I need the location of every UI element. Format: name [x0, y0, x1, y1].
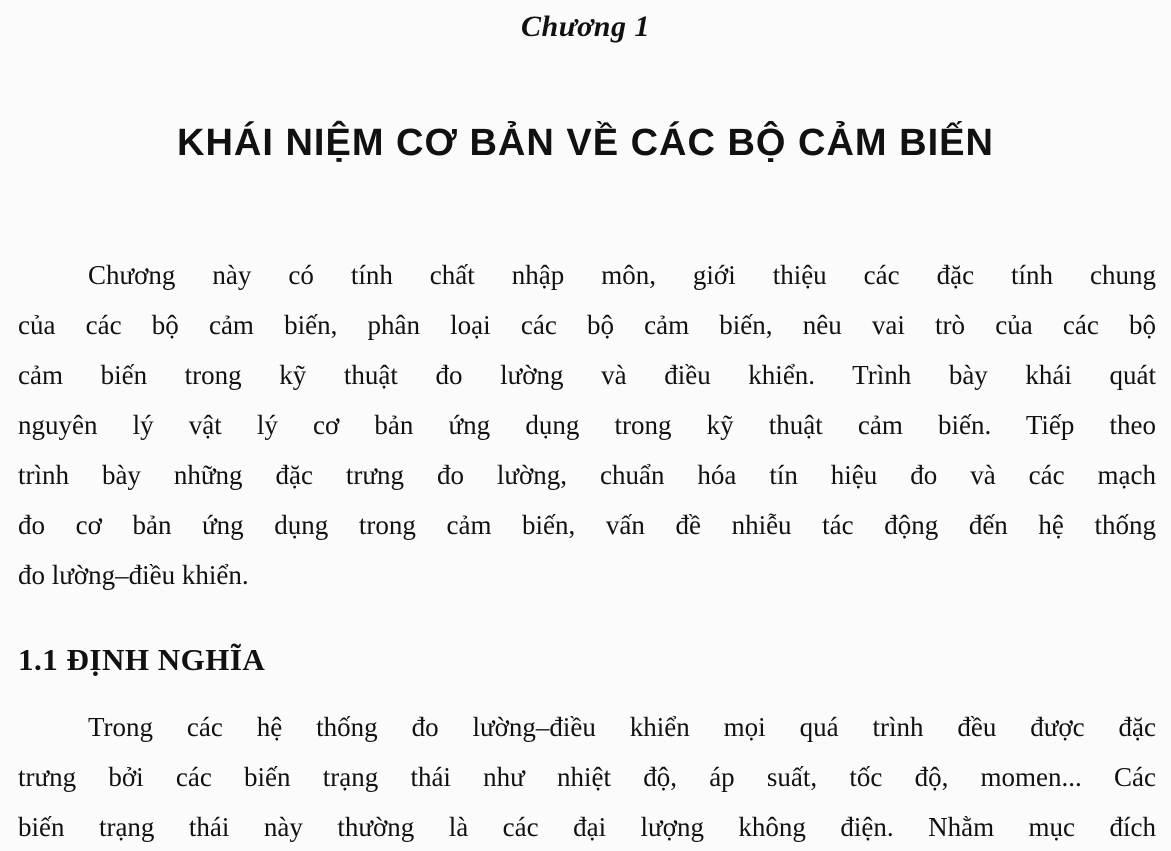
- intro-paragraph: [18, 250, 1156, 600]
- intro-line: đo cơ bản ứng dụng trong cảm biến, vấn đề nhiễu tác động đến hệ thống: [18, 510, 1156, 540]
- intro-line: cảm biến trong kỹ thuật đo lường và điều khiển. Trình bày khái quát: [18, 360, 1156, 390]
- definition-line: trưng bởi các biến trạng thái như nhiệt độ, áp suất, tốc độ, momen... Các: [18, 762, 1156, 792]
- intro-line: trình bày những đặc trưng đo lường, chuẩn hóa tín hiệu đo và các mạch: [18, 460, 1156, 490]
- intro-line: của các bộ cảm biến, phân loại các bộ cảm biến, nêu vai trò của các bộ: [18, 310, 1156, 340]
- chapter-label: Chương 1: [521, 10, 650, 43]
- section-heading: 1.1 ĐỊNH NGHĨA: [18, 642, 266, 677]
- definition-line: biến trạng thái này thường là các đại lượng không điện. Nhằm mục đích: [18, 812, 1156, 842]
- intro-line: nguyên lý vật lý cơ bản ứng dụng trong kỹ thuật cảm biến. Tiếp theo: [18, 410, 1156, 440]
- intro-line: Chương này có tính chất nhập môn, giới thiệu các đặc tính chung: [88, 260, 1156, 290]
- definition-line: Trong các hệ thống đo lường–điều khiển mọi quá trình đều được đặc: [88, 712, 1156, 742]
- definition-paragraph: [18, 702, 1156, 851]
- chapter-title: KHÁI NIỆM CƠ BẢN VỀ CÁC BỘ CẢM BIẾN: [177, 122, 994, 164]
- intro-line: đo lường–điều khiển.: [18, 560, 249, 590]
